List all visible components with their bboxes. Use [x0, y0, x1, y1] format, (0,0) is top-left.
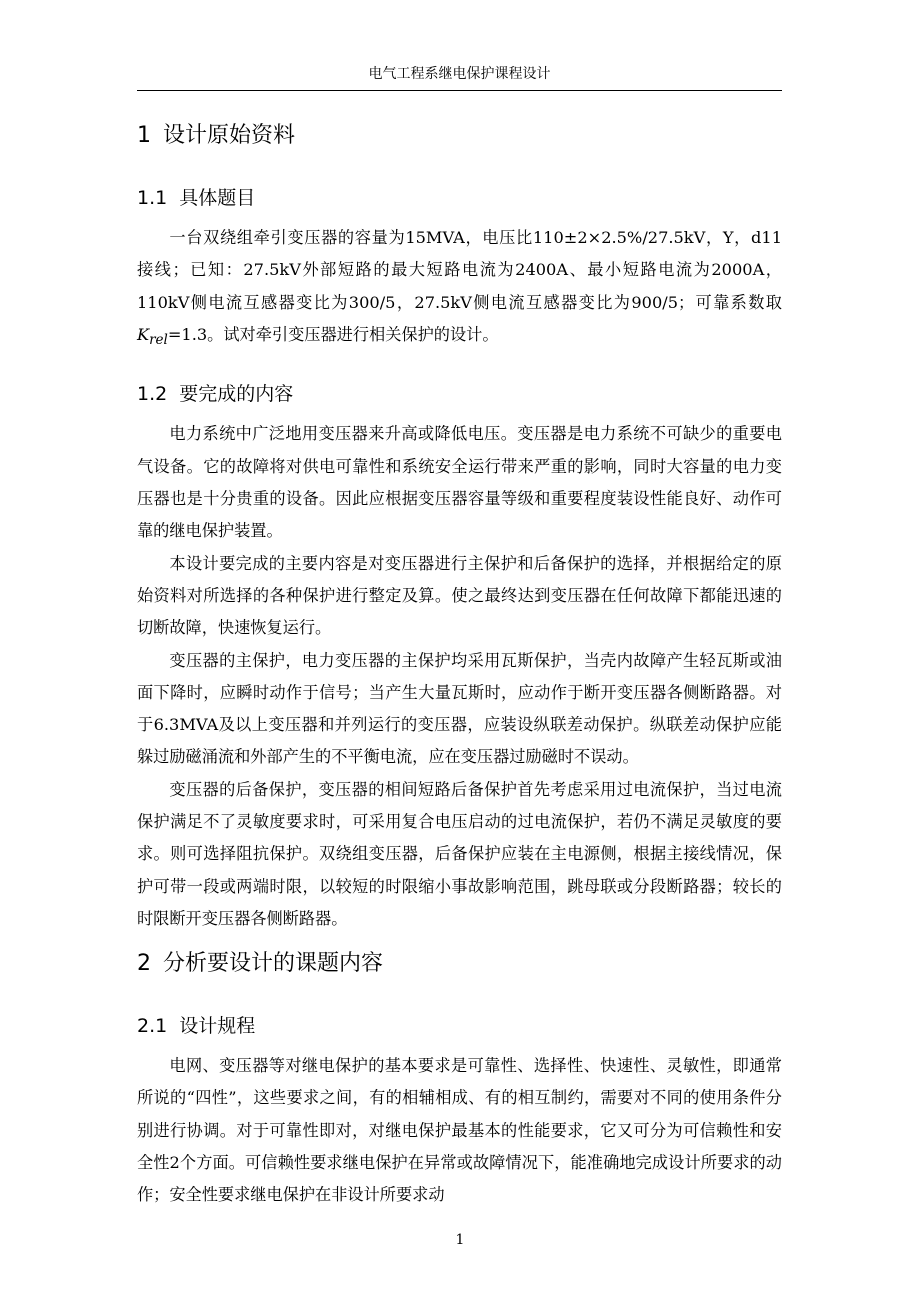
subsection-heading-1-2 [137, 374, 782, 414]
section-title: 分析要设计的课题内容 [163, 951, 384, 977]
section-number: 1.1 [137, 187, 168, 209]
section-title: 具体题目 [179, 187, 256, 209]
section-number: 2.1 [137, 1015, 168, 1038]
paragraph: 变压器的后备保护，变压器的相间短路后备保护首先考虑采用过电流保护，当过电流保护满足不了灵敏度要求时，可采用复合电压启动的过电流保护，若仍不满足灵敏度的要求。则可选择阻抗保护。双绕组变压器，后备保护应装在主电源侧，根据主接线情况，保护可带一段或两端时限，以较短的时限缩小事故影响范围，跳母联或分段断路器；较长的时限断开变压器各侧断路器。 [137, 779, 782, 928]
subsection-heading-2-1 [137, 1006, 782, 1046]
section-title: 设计规程 [179, 1015, 256, 1038]
section-number: 2 [137, 951, 151, 977]
section-title: 要完成的内容 [179, 383, 294, 406]
paragraph-problem-statement: 一台双绕组牵引变压器的容量为15MVA，电压比110±2×2.5%/27.5kV，Y，d11接线；已知：27.5kV外部短路的最大短路电流为2400A、最小短路电流为2000A，110kV侧电流互感器变比为300/5，27.5kV侧电流互感器变比为900/5；可靠系数取$K_{rel}=1.3$。试对牵引变压器进行相关保护的设计。 [137, 228, 782, 349]
section-heading-2 [137, 941, 782, 987]
subsection-heading-1-1 [137, 178, 782, 218]
formula-subscript: rel [149, 332, 168, 349]
section-number: 1.2 [137, 383, 168, 406]
section-number: 1 [137, 123, 151, 148]
paragraph: 电力系统中广泛地用变压器来升高或降低电压。变压器是电力系统不可缺少的重要电气设备。它的故障将对供电可靠性和系统安全运行带来严重的影响，同时大容量的电力变压器也是十分贵重的设备。因此应根据变压器容量等级和重要程度装设性能良好、动作可靠的继电保护装置。 [137, 424, 782, 541]
paragraph: 变压器的主保护，电力变压器的主保护均采用瓦斯保护，当壳内故障产生轻瓦斯或油面下降时，应瞬时动作于信号；当产生大量瓦斯时，应动作于断开变压器各侧断路器。对于6.3MVA及以上变压器和并列运行的变压器，应装设纵联差动保护。纵联差动保护应能躲过励磁涌流和外部产生的不平衡电流，应在变压器过励磁时不误动。 [137, 650, 782, 767]
page-number: 1 [455, 1232, 465, 1248]
formula-symbol: K [137, 324, 150, 344]
paragraph: 电网、变压器等对继电保护的基本要求是可靠性、选择性、快速性、灵敏性，即通常所说的“四性”，这些要求之间，有的相辅相成、有的相互制约，需要对不同的使用条件分别进行协调。对于可靠性即对，对继电保护最基本的性能要求，它又可分为可信赖性和安全性2个方面。可信赖性要求继电保护在异常或故障情况下，能准确地完成设计所要求的动作；安全性要求继电保护在非设计所要求动 [137, 1056, 782, 1205]
running-header: 电气工程系继电保护课程设计 [368, 66, 551, 82]
header-rule [137, 90, 782, 91]
formula-value: =1.3 [167, 324, 208, 344]
page-body [137, 113, 782, 1212]
section-heading-1 [137, 113, 782, 159]
paragraph: 本设计要完成的主要内容是对变压器进行主保护和后备保护的选择，并根据给定的原始资料对所选择的各种保护进行整定及算。使之最终达到变压器在任何故障下都能迅速的切断故障，快速恢复运行。 [137, 553, 782, 638]
section-title: 设计原始资料 [163, 123, 296, 148]
